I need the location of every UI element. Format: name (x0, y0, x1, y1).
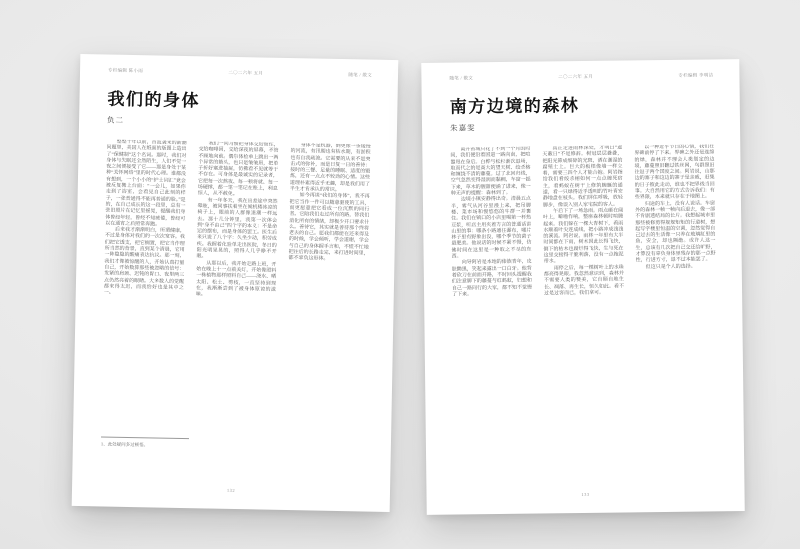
text-column (450, 147, 534, 464)
page-right (421, 59, 744, 515)
paragraph: 以一种近乎节日的心情，我们在界碑前停了下来。界碑之外还是连绵的绿，森林并不理会人类划定的边境，藤蔓照旧翻过铁丝网，鸟群照旧往返于两个国度之间。阿岩说，山那边的寨子和这边的寨子是亲戚，赶集的日子彼此走动，谁也不把界线当回事。大自然用它的方式告诉我们：有些界限，本来就只存在于地图上。 (634, 144, 715, 201)
paragraph: 身体不是机器，倒更像一条缓慢的河流，有汛期也有枯水期，有淤积也有自我疏浚。它需要的从来不是突击式的弥补，而是日复一日的善待：按时的三餐、足量的睡眠、适度的锻炼，还有一点点不较劲的心情。这些道理朴素得近乎无趣，却是我们用了半生才肯承认的常识。 (289, 143, 371, 194)
text-columns-left (102, 140, 371, 403)
issue-date: 二〇二六年 五月 (558, 73, 594, 80)
paragraph: 向导阿岩是本地的傣族青年，皮肤黝黑，笑起来露出一口白牙。他背着砍刀在前面开路，不时回头提醒我们注意脚下的藤蔓与红蚂蚁，妇想和自己一路同行的大家，都不知不觉慢了下来。 (451, 259, 533, 298)
issue-date: 二〇二六年 五月 (228, 69, 264, 76)
page-left (72, 54, 399, 512)
paragraph: 真正走进雨林深处，才明白“遮天蔽日”不是修辞。树冠层层叠叠，把阳光筛成细碎的光斑，洒在潮湿的腐殖土上。巨大的板根像墙一样立着，需要三四个人才能合抱。阿岩指给我们看绞杀榕如何一点点缠死宿主，看蚂蚁在树干上修筑蜿蜒的通道，看一只绿得近乎透明的竹叶青安静地盘在枝头。我们屏住呼吸，放轻脚步，像误入别人家宅院的客人。 (542, 145, 623, 209)
paragraph: 有一年冬天，我在出差途中突然晕眩，被同事扶着坐在候机楼冰凉的椅子上，眼前的人群像退潮一样远去。那十几分钟里，我第一次体会到“身不由己”四个字的本义：不是命运的摆布，而是身体的罢工。医生后来只说了八个字：久坐少动，积劳成疾。我握着化验单走出医院，冬日的阳光明晃晃的，照得人几乎睁不开眼。 (196, 198, 278, 260)
text-column (634, 144, 718, 461)
text-column (542, 146, 626, 463)
page-number-right: 133 (581, 491, 590, 498)
paragraph: 午后下了一场急雨。雨点砸在阔叶上，噼啪作响，整座森林顿时喧腾起来。我们躲在一棵大青树下，看雨水顺着叶尖连成线，把小路冲成浅浅的溪流。阿岩说，雨林一年里有大半时间都在下雨，树木因此长得飞快，倒下的枯木也腐烂得飞快，生与死在这里交接得干脆利落，没有一点拖泥带水。 (543, 208, 624, 265)
article-author-right: 朱嘉雯 (449, 123, 476, 133)
footnote-text: 1、此处疑问多过顿悟。 (100, 441, 149, 448)
page-left-header (108, 68, 372, 79)
text-column (194, 141, 279, 400)
paragraph: 但这只是个人的选择。 (645, 264, 696, 270)
text-column (102, 140, 187, 399)
paragraph: 整整十年以前，首波袭来的新潮问题里，美国人在纸面的版图上造出了“保健制”这个名词。那时，我们对身体与失眠还全然陌生，人们不觉一夜之间便接受了它——那是身处于某种“关怀网络”里的时代心理。谁都没有想到，一个小小的“护士词汇”竟会被反复搬上台面：“一会儿，如果你走到了浴室，会看见自己此刻的样子，一张普通得不能再普通的脸。”是的，在自己成长的这一段里，总有一张旧照片在记忆里摇晃，提醒我们身体曾经年轻，曾经不知疲倦，曾经可以在通宵之后照常奔跑。 (105, 139, 187, 228)
paragraph: 我们一向习惯把身体交给惯性，交给咖啡因，交给深夜的屏幕，不管不顾地向前。偶尔体检单上跳出一两个异常的箭头，也只是皱皱眉，把单子折好塞进抽屉，仿佛看不见就等于不存在。可身体是最诚实的记录者，它把每一次熬夜、每一顿将就、每一场硬撑，都一笔一笔记在账上，利息惊人，从不赦免。 (197, 141, 279, 198)
paragraph: 如今再谈“我们的身体”，我不再把它当作一件可以随意驱使的工具，而更愿意把它看成一位沉默的同行者。它陪我们走过所有的路，替我们消化所有的情绪，却极少开口要求什么。善待它，其实就是善待那个终将老去的自己。愿我们都能在还来得及的时候，学会倾听，学会道谢，学会与自己的身体握手言和，不慌不忙地把往后的长路走完，来打进时间里，都不辜负这形体。 (288, 193, 370, 263)
page-number-left: 132 (226, 487, 236, 494)
article-title-left: 我们的身体 (107, 89, 201, 111)
editor-credit: 专栏编辑 陈小雨 (108, 67, 144, 74)
paragraph: 边境小镇安静得出奇。清晨五点半，雾气从河谷里漫上来，把吊脚楼、菜市场和慢悠悠的牛群一并裹住。我们在镇口的小店里喝第一杯热豆浆，听店主用夹着方言的普通话讲山里的事：哪条小路通往瀑布，哪片林子里有野象出没，哪个季节的菌子最肥美。他说话的时候不紧不慢，仿佛时间在这里是一种取之不尽的东西。 (450, 197, 532, 260)
paragraph: 离开省城只花了不到一个月的时间，我们便沿着国道一路向南，把喧嚣甩在身后。白桦与松杉渐次退场，取而代之的是高大的望天树、绞杀榕和缠绕不清的藤蔓。过了北回归线，空气忽然变得湿润而黏稠，车窗一摇下来，草木的腥甜便涌了进来，像一种无声的提醒：森林到了。 (450, 146, 531, 197)
paragraph: 后来我才渐渐明白，所谓健康，不过是身体对我们的一次次宽容。我们把它透支，把它搁置，把它当作理所当然的背景，直到某个清晨，它用一阵隐隐的酸痛表达抗议。那一刻，我们才像被惊醒的人，开始认真打量自己，开始数算那些被忽略的信号：发紧的肩颈、迟钝的胃口、夜里两三点仍然亮着的眼睛。大多数人的觉醒都来得太迟，而我恰好也是其中之一。 (103, 227, 186, 296)
paragraph: 雨停之后，每一棵树叶上的水珠都亮得晃眼。我忽然意识到，森林并不需要人类的赞美，它自顾自地生长、凋落、再生长，恒久如此。看不过是过客而已，我们拿可。 (543, 265, 625, 297)
rubric-label: 随笔 / 散文 (348, 72, 373, 78)
editor-credit: 专栏编辑 李明洁 (678, 72, 714, 78)
page-right-header (449, 72, 713, 81)
footnote-divider (101, 436, 189, 439)
footnote-block (101, 436, 189, 449)
rubric-label: 随笔 / 散文 (449, 75, 474, 81)
text-columns-right (450, 144, 718, 463)
text-column (286, 143, 371, 402)
article-title-right: 南方边境的森林 (449, 96, 580, 117)
paragraph: 从那以后，我开始走路上班，开始在晚上十一点前关灯，开始像照料一株植物那样照料自己——浇水、晒太阳、松土、剪枝，一直坚持到现在，我渐渐尝到了被身体原谅的滋味。 (195, 261, 277, 298)
paragraph: 归途的车上，没有人说话。车窗外的森林一帧一帧向后退去，像一部不肯剧透结局的长片。我想起城市里那些被修剪得规规矩矩的行道树，想起写字楼里恒温的空调，忽然觉得自己过去的生活像一只养在玻璃缸里的鱼，安全，却也隔绝。或许人这一生，总该有几次把自己交还给旷野，才算没有辜负身体里残存的那一点野性，行进方寸，退不过本能罢了。 (635, 201, 716, 264)
article-author-left: 负二 (107, 115, 125, 125)
